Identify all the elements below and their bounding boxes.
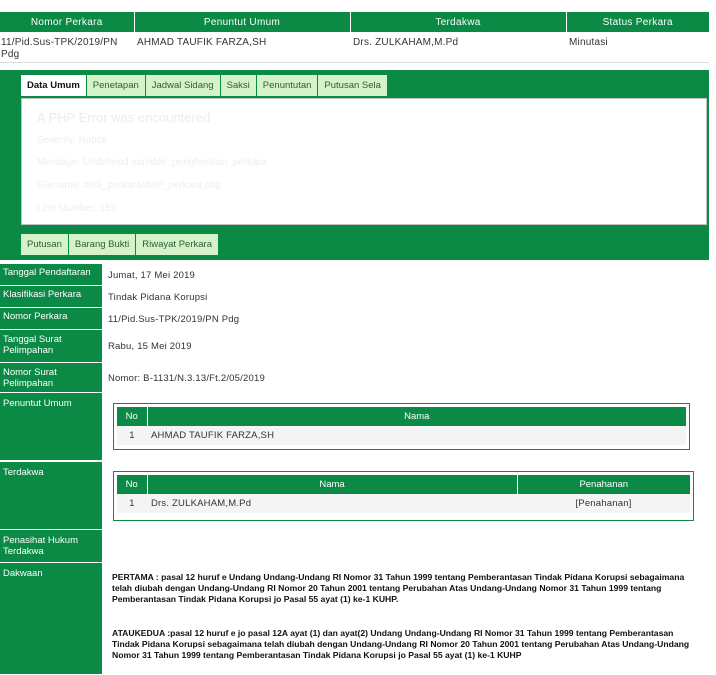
detail-row-tanggal-surat xyxy=(0,330,709,363)
value-nomor-perkara: 11/Pid.Sus-TPK/2019/PN Pdg xyxy=(108,314,240,325)
tab-riwayat-perkara[interactable]: Riwayat Perkara xyxy=(136,234,219,255)
value-klasifikasi: Tindak Pidana Korupsi xyxy=(108,292,208,303)
tab-penetapan[interactable]: Penetapan xyxy=(87,75,146,96)
penuntut-table xyxy=(117,407,686,445)
tab-jadwal-sidang[interactable]: Jadwal Sidang xyxy=(146,75,221,96)
value-tanggal-pendaftaran: Jumat, 17 Mei 2019 xyxy=(108,270,196,281)
dakwaan-paragraph-1: PERTAMA : pasal 12 huruf e Undang Undang-Undang RI Nomor 31 Tahun 1999 tentang Pemberantasan Tindak Pidana Korupsi sebagaimana telah diubah dengan Undang-Undang RI Nomor 20 Tahun 2001 tentang Perubahan Atas Undang-Undang Nomor 31 Tahun 1999 tentang Pemberantasan Tindak Pidana Korupsi jo Pasal 55 ayat (1) ke-1 KUHP. xyxy=(112,572,685,604)
error-title: A PHP Error was encountered xyxy=(37,110,211,125)
error-filename: Filename: detil_perkara/detil_perkara.php xyxy=(37,180,222,191)
summary-terdakwa: Drs. ZULKAHAM,M.Pd xyxy=(350,32,566,63)
penuntut-row-no: 1 xyxy=(129,430,135,441)
detail-row-penuntut-umum xyxy=(0,393,709,461)
penahanan-link[interactable]: [Penahanan] xyxy=(575,498,632,509)
summary-header-nomor: Nomor Perkara xyxy=(0,12,134,32)
detail-row-nomor-perkara xyxy=(0,308,709,330)
penuntut-row-nama: AHMAD TAUFIK FARZA,SH xyxy=(151,430,275,441)
terdakwa-col-nama: Nama xyxy=(147,475,517,494)
summary-header-row xyxy=(0,12,709,32)
summary-header-status: Status Perkara xyxy=(566,12,709,32)
terdakwa-col-penahanan: Penahanan xyxy=(517,475,690,494)
error-line-number: Line Number: 159 xyxy=(37,203,117,214)
detail-row-dakwaan xyxy=(0,563,709,675)
tab-bar-top xyxy=(21,75,388,96)
label-tanggal-pendaftaran: Tanggal Pendaftaran xyxy=(0,264,102,286)
tab-saksi[interactable]: Saksi xyxy=(221,75,257,96)
terdakwa-table xyxy=(117,475,690,513)
label-nomor-surat: Nomor Surat Pelimpahan xyxy=(0,363,102,393)
case-tab-panel xyxy=(0,70,709,260)
penuntut-col-nama: Nama xyxy=(147,407,686,426)
dakwaan-paragraph-2: ATAUKEDUA :pasal 12 huruf e jo pasal 12A ayat (1) dan ayat(2) Undang Undang-Undang RI Nomor 31 Tahun 1999 tentang Pemberantasan Tindak Pidana Korupsi sebagaimana telah diubah dengan Undang-Undang RI Nomor 20 Tahun 2001 tentang Perubahan Atas Undang-Undang Nomor 31 Tahun 1999 tentang Pemberantasan Tindak Pidana Korupsi jo Pasal 55 ayat (1) ke-1 KUHP xyxy=(112,628,690,660)
terdakwa-table-header xyxy=(117,475,690,494)
summary-penuntut: AHMAD TAUFIK FARZA,SH xyxy=(134,32,350,63)
terdakwa-table-box xyxy=(113,471,694,521)
penuntut-col-no: No xyxy=(117,407,147,426)
detail-row-terdakwa xyxy=(0,462,709,530)
table-row xyxy=(117,426,686,445)
tab-bar-bottom xyxy=(21,234,219,255)
label-dakwaan: Dakwaan xyxy=(0,563,102,675)
tab-barang-bukti[interactable]: Barang Bukti xyxy=(69,234,136,255)
error-severity: Severity: Notice xyxy=(37,135,108,146)
label-penasihat-hukum: Penasihat Hukum Terdakwa xyxy=(0,530,102,563)
label-klasifikasi: Klasifikasi Perkara xyxy=(0,286,102,308)
terdakwa-row-no: 1 xyxy=(129,498,135,509)
tab-putusan-sela[interactable]: Putusan Sela xyxy=(318,75,388,96)
error-message: Message: Undefined variable: penghentian_perkara xyxy=(37,157,267,168)
php-error-box xyxy=(21,98,707,225)
summary-header-penuntut: Penuntut Umum xyxy=(134,12,350,32)
terdakwa-col-no: No xyxy=(117,475,147,494)
label-penuntut-umum: Penuntut Umum xyxy=(0,393,102,461)
tab-penuntutan[interactable]: Penuntutan xyxy=(257,75,319,96)
detail-row-nomor-surat xyxy=(0,363,709,393)
detail-row-penasihat-hukum xyxy=(0,530,709,563)
summary-nomor: 11/Pid.Sus-TPK/2019/PN Pdg xyxy=(0,32,134,63)
value-nomor-surat: Nomor: B-1131/N.3.13/Ft.2/05/2019 xyxy=(108,373,265,384)
label-tanggal-surat: Tanggal Surat Pelimpahan xyxy=(0,330,102,363)
case-summary-table xyxy=(0,12,709,63)
summary-row xyxy=(0,32,709,63)
summary-status: Minutasi xyxy=(566,32,709,63)
label-terdakwa: Terdakwa xyxy=(0,462,102,530)
label-nomor-perkara: Nomor Perkara xyxy=(0,308,102,330)
penuntut-table-box xyxy=(113,403,690,450)
tab-putusan[interactable]: Putusan xyxy=(21,234,69,255)
penuntut-table-header xyxy=(117,407,686,426)
table-row xyxy=(117,494,690,513)
summary-header-terdakwa: Terdakwa xyxy=(350,12,566,32)
terdakwa-row-nama: Drs. ZULKAHAM,M.Pd xyxy=(151,498,252,509)
tab-data-umum[interactable]: Data Umum xyxy=(21,75,87,96)
detail-row-tanggal-pendaftaran xyxy=(0,264,709,286)
value-tanggal-surat: Rabu, 15 Mei 2019 xyxy=(108,341,192,352)
detail-row-klasifikasi xyxy=(0,286,709,308)
